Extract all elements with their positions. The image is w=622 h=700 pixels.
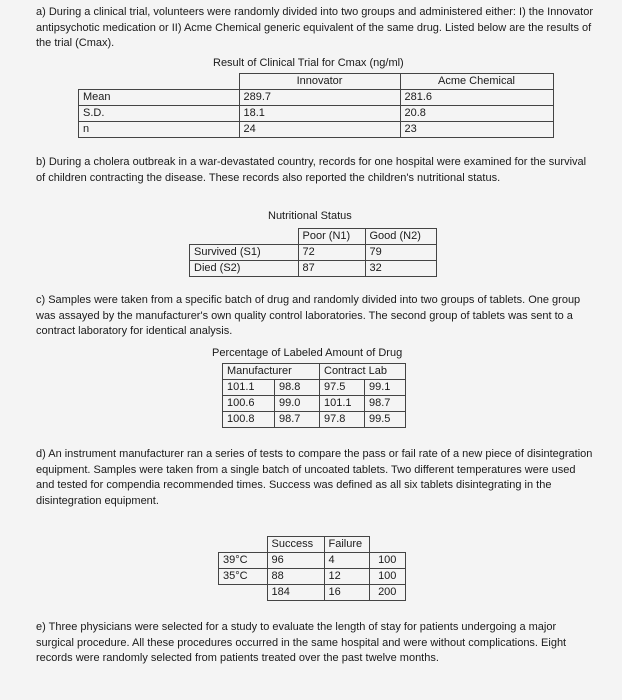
table-c-header-contract-lab: Contract Lab <box>320 364 406 380</box>
table-cell: 35°C <box>219 569 268 585</box>
section-a-caption: Result of Clinical Trial for Cmax (ng/ml) <box>213 57 404 69</box>
table-row <box>79 106 554 122</box>
table-cell: 99.0 <box>275 396 320 412</box>
table-row <box>79 122 554 138</box>
table-cell: 101.1 <box>223 380 275 396</box>
table-cell: 99.5 <box>365 412 406 428</box>
table-cell: 184 <box>267 585 324 601</box>
section-b-caption: Nutritional Status <box>268 210 352 222</box>
section-d-table <box>218 536 406 601</box>
table-cell: 98.8 <box>275 380 320 396</box>
table-row <box>223 380 406 396</box>
table-cell: 72 <box>298 245 365 261</box>
table-cell: 98.7 <box>365 396 406 412</box>
table-row <box>223 412 406 428</box>
section-c-table <box>222 363 406 428</box>
table-cell: 200 <box>369 585 406 601</box>
table-b-header-empty <box>190 229 299 245</box>
table-a-header-empty <box>79 74 240 90</box>
table-cell: 281.6 <box>400 90 553 106</box>
table-cell: 39°C <box>219 553 268 569</box>
table-cell: 100 <box>369 569 406 585</box>
table-cell: 87 <box>298 261 365 277</box>
table-d-header-total <box>369 537 406 553</box>
table-cell: 32 <box>365 261 436 277</box>
table-row <box>219 553 406 569</box>
table-cell: n <box>79 122 240 138</box>
table-cell: 12 <box>324 569 369 585</box>
table-cell <box>219 585 268 601</box>
table-d-header-failure: Failure <box>324 537 369 553</box>
table-cell: Mean <box>79 90 240 106</box>
table-cell: Died (S2) <box>190 261 299 277</box>
table-cell: 23 <box>400 122 553 138</box>
table-b-header-good: Good (N2) <box>365 229 436 245</box>
section-b-text: b) During a cholera outbreak in a war-devastated country, records for one hospital were examined for the survival of children contracting the disease. These records also reported the children's nutritional status. <box>36 156 587 184</box>
table-cell: 101.1 <box>320 396 365 412</box>
table-row <box>190 245 437 261</box>
table-b-header-poor: Poor (N1) <box>298 229 365 245</box>
table-row <box>219 569 406 585</box>
table-cell: 18.1 <box>239 106 400 122</box>
table-cell: 100 <box>369 553 406 569</box>
table-cell: 100.8 <box>223 412 275 428</box>
table-d-header-empty <box>219 537 268 553</box>
table-row <box>79 90 554 106</box>
table-row <box>219 585 406 601</box>
section-a-text: a) During a clinical trial, volunteers were randomly divided into two groups and administered either: I) the Innovator antipsychotic medication or II) Acme Chemical generic equivalent of the same drug. Listed below are the results of the trial (Cmax). <box>36 6 594 49</box>
table-cell: 99.1 <box>365 380 406 396</box>
table-cell: 20.8 <box>400 106 553 122</box>
section-a-table <box>78 73 554 138</box>
table-cell: 16 <box>324 585 369 601</box>
section-d-text: d) An instrument manufacturer ran a series of tests to compare the pass or fail rate of a new piece of disintegration equipment. Samples were taken from a single batch of uncoated tablets. Two different temperatures were used and tested for compendia recommended times. Success was defined as all six tablets disintegrating in the disintegration equipment. <box>36 448 593 507</box>
table-cell: 100.6 <box>223 396 275 412</box>
table-cell: 97.5 <box>320 380 365 396</box>
table-cell: 97.8 <box>320 412 365 428</box>
table-cell: 88 <box>267 569 324 585</box>
section-b-table <box>189 228 437 277</box>
table-cell: 98.7 <box>275 412 320 428</box>
table-cell: Survived (S1) <box>190 245 299 261</box>
table-cell: 79 <box>365 245 436 261</box>
table-row <box>190 261 437 277</box>
table-c-header-manufacturer: Manufacturer <box>223 364 320 380</box>
table-cell: S.D. <box>79 106 240 122</box>
table-cell: 24 <box>239 122 400 138</box>
table-row <box>223 396 406 412</box>
table-a-header-innovator: Innovator <box>239 74 400 90</box>
table-cell: 289.7 <box>239 90 400 106</box>
section-c-text: c) Samples were taken from a specific batch of drug and randomly divided into two groups of tablets. One group was assayed by the manufacturer's own quality control laboratories. The second group of tablets was sent to a contract laboratory for identical analysis. <box>36 294 581 337</box>
section-c-caption: Percentage of Labeled Amount of Drug <box>212 347 403 359</box>
table-cell: 4 <box>324 553 369 569</box>
table-d-header-success: Success <box>267 537 324 553</box>
section-e-text: e) Three physicians were selected for a study to evaluate the length of stay for patients undergoing a major surgical procedure. All these procedures occurred in the same hospital and were without complications. Eight records were randomly selected from patients treated over the past twelve months. <box>36 621 567 664</box>
table-a-header-acme: Acme Chemical <box>400 74 553 90</box>
table-cell: 96 <box>267 553 324 569</box>
